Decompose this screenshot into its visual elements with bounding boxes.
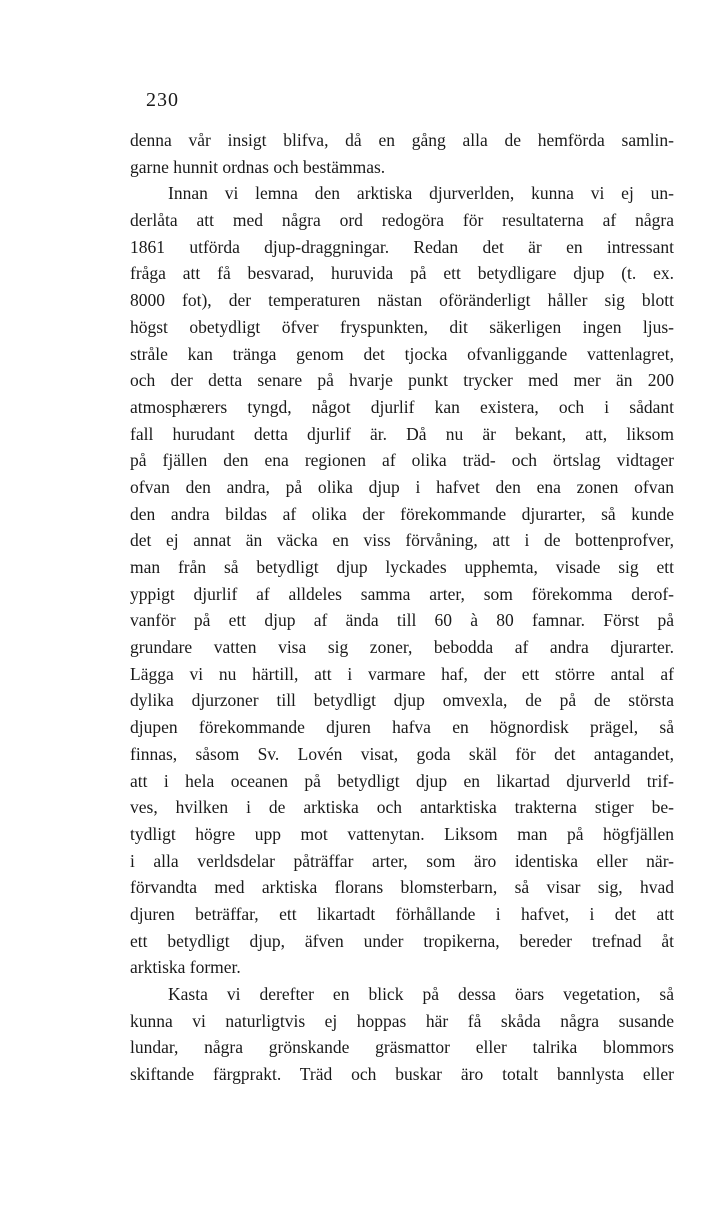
text-line: ves, hvilken i de arktiska och antarktiska trakterna stiger be- [130,797,674,818]
text-line: i alla verldsdelar påträffar arter, som äro identiska eller när- [130,850,674,871]
text-line: fråga att få besvarad, huruvida på ett betydligare djup (t. ex. [130,263,674,284]
text-line: man från så betydligt djup lyckades upphemta, visade sig ett [130,557,674,577]
text-line: kunna vi naturligtvis ej hoppas här få skåda några susande [130,1010,674,1031]
text-line: djupen förekommande djuren hafva en högnordisk prägel, så [130,717,674,738]
text-line: ett betydligt djup, äfven under tropikerna, bereder trefnad åt [130,930,674,951]
text-line: vanför på ett djup af ända till 60 à 80 famnar. Först på [130,610,674,631]
text-line: 8000 fot), der temperaturen nästan oföränderligt håller sig blott [130,290,674,311]
text-line: den andra bildas af olika der förekommande djurarter, så kunde [130,503,674,524]
text-line: finnas, såsom Sv. Lovén visat, goda skäl för det antagandet, [130,743,674,764]
text-line: Innan vi lemna den arktiska djurverlden, kunna vi ej un- [168,183,674,204]
text-line: djuren beträffar, ett likartadt förhållande i hafvet, i det att [130,903,674,924]
text-line: det ej annat än väcka en viss förvåning, att i de bottenprofver, [130,530,674,551]
text-line: på fjällen den ena regionen af olika träd- och örtslag vidtager [130,450,674,471]
text-line: arktiska former. [130,957,241,978]
text-line: Lägga vi nu härtill, att i varmare haf, der ett större antal af [130,663,674,684]
text-line: dylika djurzoner till betydligt djup omvexla, de på de största [130,690,674,711]
text-line: yppigt djurlif af alldeles samma arter, som förekomma derof- [130,583,674,604]
text-line: och der detta senare på hvarje punkt trycker med mer än 200 [130,370,674,391]
text-line: 1861 utförda djup-draggningar. Redan det är en intressant [130,236,674,257]
text-line: fall hurudant detta djurlif är. Då nu är bekant, att, liksom [130,423,674,444]
text-line: garne hunnit ordnas och bestämmas. [130,156,386,177]
text-line: stråle kan tränga genom det tjocka ofvanliggande vattenlagret, [130,343,674,364]
text-line: skiftande färgprakt. Träd och buskar äro totalt bannlysta eller [130,1064,674,1085]
text-line: lundar, några grönskande gräsmattor eller talrika blommors [130,1037,674,1058]
text-line: högst obetydligt öfver fryspunkten, dit säkerligen ingen ljus- [130,316,674,337]
text-line: derlåta att med några ord redogöra för resultaterna af några [130,210,674,231]
text-line: atmosphærers tyngd, något djurlif kan existera, och i sådant [130,396,674,417]
text-line: denna vår insigt blifva, då en gång alla de hemförda samlin- [130,130,674,150]
body-text [130,127,674,1088]
text-line: att i hela oceanen på betydligt djup en likartad djurverld trif- [130,770,674,791]
text-line: förvandta med arktiska florans blomsterbarn, så visar sig, hvad [130,877,674,898]
text-line: ofvan den andra, på olika djup i hafvet den ena zonen ofvan [130,476,674,497]
text-line: Kasta vi derefter en blick på dessa öars vegetation, så [168,984,674,1004]
page-number: 230 [146,89,179,111]
text-line: tydligt högre upp mot vattenytan. Liksom man på högfjällen [130,823,674,844]
text-line: grundare vatten visa sig zoner, bebodda af andra djurarter. [130,637,674,658]
